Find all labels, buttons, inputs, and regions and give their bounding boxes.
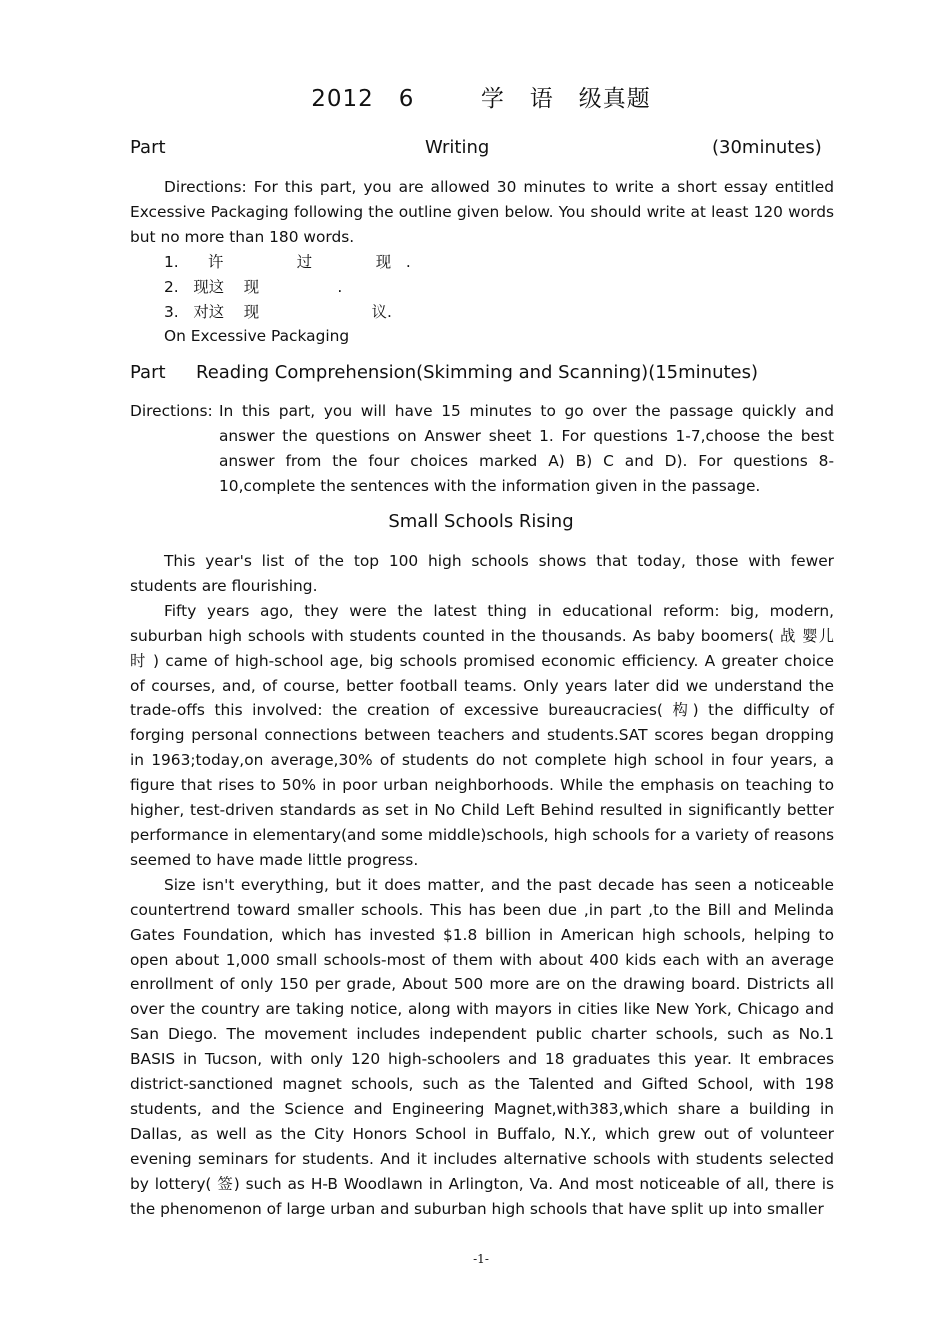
outline-item-2: 2. 现这 现 . (164, 278, 343, 296)
document-title: 2012 6 学 语 级真题 (311, 86, 651, 112)
part2-label: Part (130, 362, 166, 383)
part1-heading (130, 137, 834, 161)
passage-paragraph-3: Size isn't everything, but it does matter, and the past decade has seen a noticeable countertrend toward smaller schools. This has been due ,in part ,to the Bill and Melinda Gates Foundation, which has invested $1.8 billion in American high schools, helping to open about 1,000 small schools-most of them with about 400 kids each with an average enrollment of only 150 per grade, About 500 more are on the drawing board. Districts all over the country are taking notice, along with mayors in cities like New York, Chicago and San Diego. The movement includes independent public charter schools, such as No.1 BASIS in Tucson, with only 120 high-schoolers and 18 graduates this year. It embraces district-sanctioned magnet schools, such as the Talented and Gifted School, with 198 students, and the Science and Engineering Magnet,with383,which share a building in Dallas, as well as the City Honors School in Buffalo, N.Y., which grew out of volunteer evening seminars for students. And it includes alternative schools with students selected by lottery( 签) such as H-B Woodlawn in Arlington, Va. And most noticeable of all, there is the phenomenon of large urban and suburban high schools that have split up into smaller (130, 875, 834, 1218)
part2-name: Reading Comprehension(Skimming and Scanning)(15minutes) (196, 362, 759, 383)
part1-time: (30minutes) (712, 137, 822, 158)
passage-paragraph-2: Fifty years ago, they were the latest thing in educational reform: big, modern, suburban high schools with students counted in the thousands. As baby boomers( 战 婴儿 时 ) came of high-school age, big schools promised economic efficiency. A greater choice of courses, and, of course, better football teams. Only years later did we understand the trade-offs this involved: the creation of excessive bureaucracies( 构) the difficulty of forging personal connections between teachers and students.SAT scores began dropping in 1963;today,on average,30% of students do not complete high school in four years, a figure that rises to 50% in poor urban neighborhoods. While the emphasis on teaching to higher, test-driven standards as set in No Child Left Behind resulted in significantly better performance in elementary(and some middle)schools, high schools for a variety of reasons seemed to have made little progress. (130, 601, 834, 869)
part1-directions: Directions: For this part, you are allowed 30 minutes to write a short essay entitled Excessive Packaging following the outline given below. You should write at least 120 words but no more than 180 words. (130, 178, 834, 246)
page-number: -1- (473, 1252, 489, 1266)
essay-title: On Excessive Packaging (164, 327, 350, 345)
outline-item-1: 1. 许 过 现 . (164, 253, 411, 271)
outline-item-3: 3. 对这 现 议. (164, 303, 392, 321)
part2-heading (130, 362, 834, 386)
passage-body (130, 549, 834, 1221)
passage-paragraph-1: This year's list of the top 100 high schools shows that today, those with fewer students are flourishing. (130, 552, 834, 595)
part1-name: Writing (425, 137, 490, 158)
directions-text: In this part, you will have 15 minutes to go over the passage quickly and answer the questions on Answer sheet 1. For questions 1-7,choose the best answer from the four choices marked A) B) C and D). For questions 8-10,complete the sentences with the information given in the passage. (219, 402, 834, 495)
directions-label: Directions: (130, 402, 213, 420)
part2-directions (130, 399, 834, 499)
passage-title: Small Schools Rising (388, 511, 574, 532)
part1-label: Part (130, 137, 166, 158)
